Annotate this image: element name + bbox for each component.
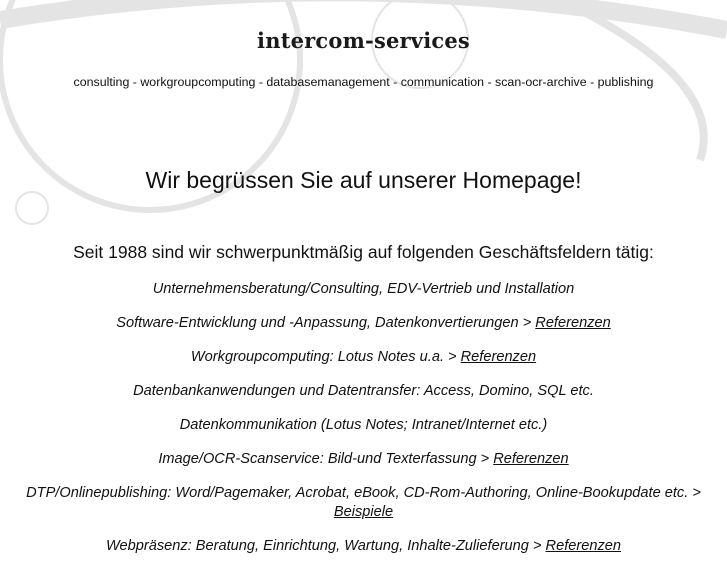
service-item [0, 348, 727, 367]
service-item [0, 382, 727, 401]
service-item [0, 314, 727, 333]
service-text: DTP/Onlinepublishing: Word/Pagemaker, Acrobat, eBook, CD-Rom-Authoring, Online-Bookupdate etc. > [26, 485, 701, 501]
welcome-heading: Wir begrüssen Sie auf unserer Homepage! [145, 167, 582, 193]
intro-text: Seit 1988 sind wir schwerpunktmäßig auf folgenden Geschäftsfeldern tätig: [73, 242, 654, 262]
service-item [0, 537, 727, 556]
service-item [0, 484, 727, 522]
service-text: Webpräsenz: Beratung, Einrichtung, Wartung, Inhalte-Zulieferung > [105, 538, 546, 554]
services-list [0, 280, 727, 571]
service-item [0, 280, 727, 299]
service-item [0, 450, 727, 469]
decor-circle-small [16, 192, 48, 224]
referenzen-link[interactable]: Referenzen [460, 349, 537, 365]
service-item [0, 416, 727, 435]
service-text: Software-Entwicklung und -Anpassung, Datenkonvertierungen > [116, 315, 536, 331]
tagline: consulting - workgroupcomputing - databasemanagement - communication - scan-ocr-archive - publishing [73, 75, 654, 89]
referenzen-link[interactable]: Referenzen [493, 451, 569, 467]
referenzen-link[interactable]: Referenzen [545, 538, 621, 554]
service-text: Unternehmensberatung/Consulting, EDV-Vertrieb und Installation [152, 281, 575, 297]
decor-arc-top [0, 0, 727, 30]
service-text: Datenkommunikation (Lotus Notes; Intranet/Internet etc.) [179, 417, 548, 433]
service-text: Workgroupcomputing: Lotus Notes u.a. > [190, 349, 461, 365]
beispiele-link[interactable]: Beispiele [333, 504, 394, 520]
referenzen-link[interactable]: Referenzen [535, 315, 611, 331]
site-title: intercom-services [257, 28, 470, 53]
service-text: Image/OCR-Scanservice: Bild-und Texterfassung > [158, 451, 494, 467]
service-text: Datenbankanwendungen und Datentransfer: Access, Domino, SQL etc. [133, 383, 594, 399]
